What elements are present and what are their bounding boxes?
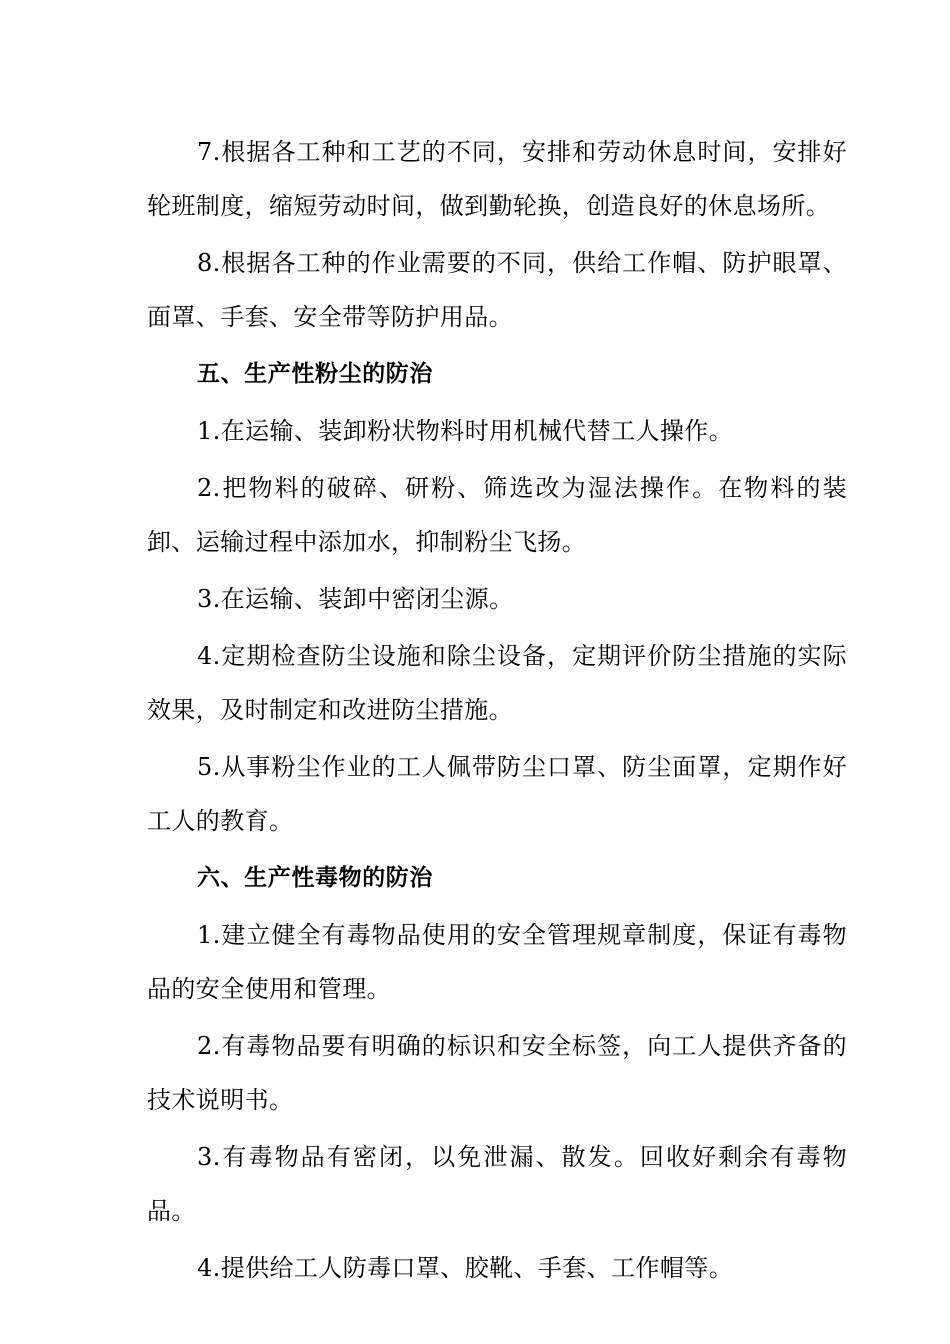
paragraph-rest-schedule: 7.根据各工种和工艺的不同，安排和劳动休息时间，安排好轮班制度，缩短劳动时间，做到勤轮换，创造良好的休息场所。 bbox=[147, 138, 847, 220]
paragraph-toxic-3: 3.有毒物品有密闭，以免泄漏、散发。回收好剩余有毒物品。 bbox=[147, 1143, 847, 1225]
section-heading-toxic: 六、生产性毒物的防治 bbox=[197, 865, 433, 891]
paragraph-dust-4: 4.定期检查防尘设施和除尘设备，定期评价防尘措施的实际效果，及时制定和改进防尘措施。 bbox=[147, 642, 847, 724]
paragraph-toxic-4: 4.提供给工人防毒口罩、胶靴、手套、工作帽等。 bbox=[197, 1254, 734, 1282]
paragraph-toxic-2: 2.有毒物品要有明确的标识和安全标签，向工人提供齐备的技术说明书。 bbox=[147, 1032, 847, 1114]
paragraph-dust-2: 2.把物料的破碎、研粉、筛选改为湿法操作。在物料的装卸、运输过程中添加水，抑制粉尘飞扬。 bbox=[147, 474, 847, 556]
paragraph-toxic-1: 1.建立健全有毒物品使用的安全管理规章制度，保证有毒物品的安全使用和管理。 bbox=[147, 921, 847, 1003]
paragraph-dust-3: 3.在运输、装卸中密闭尘源。 bbox=[197, 585, 514, 613]
paragraph-protective-equipment: 8.根据各工种的作业需要的不同，供给工作帽、防护眼罩、面罩、手套、安全带等防护用品。 bbox=[147, 249, 847, 331]
paragraph-dust-1: 1.在运输、装卸粉状物料时用机械代替工人操作。 bbox=[197, 417, 734, 445]
section-heading-dust: 五、生产性粉尘的防治 bbox=[197, 361, 433, 387]
document-body bbox=[147, 125, 847, 1298]
paragraph-dust-5: 5.从事粉尘作业的工人佩带防尘口罩、防尘面罩，定期作好工人的教育。 bbox=[147, 753, 847, 835]
